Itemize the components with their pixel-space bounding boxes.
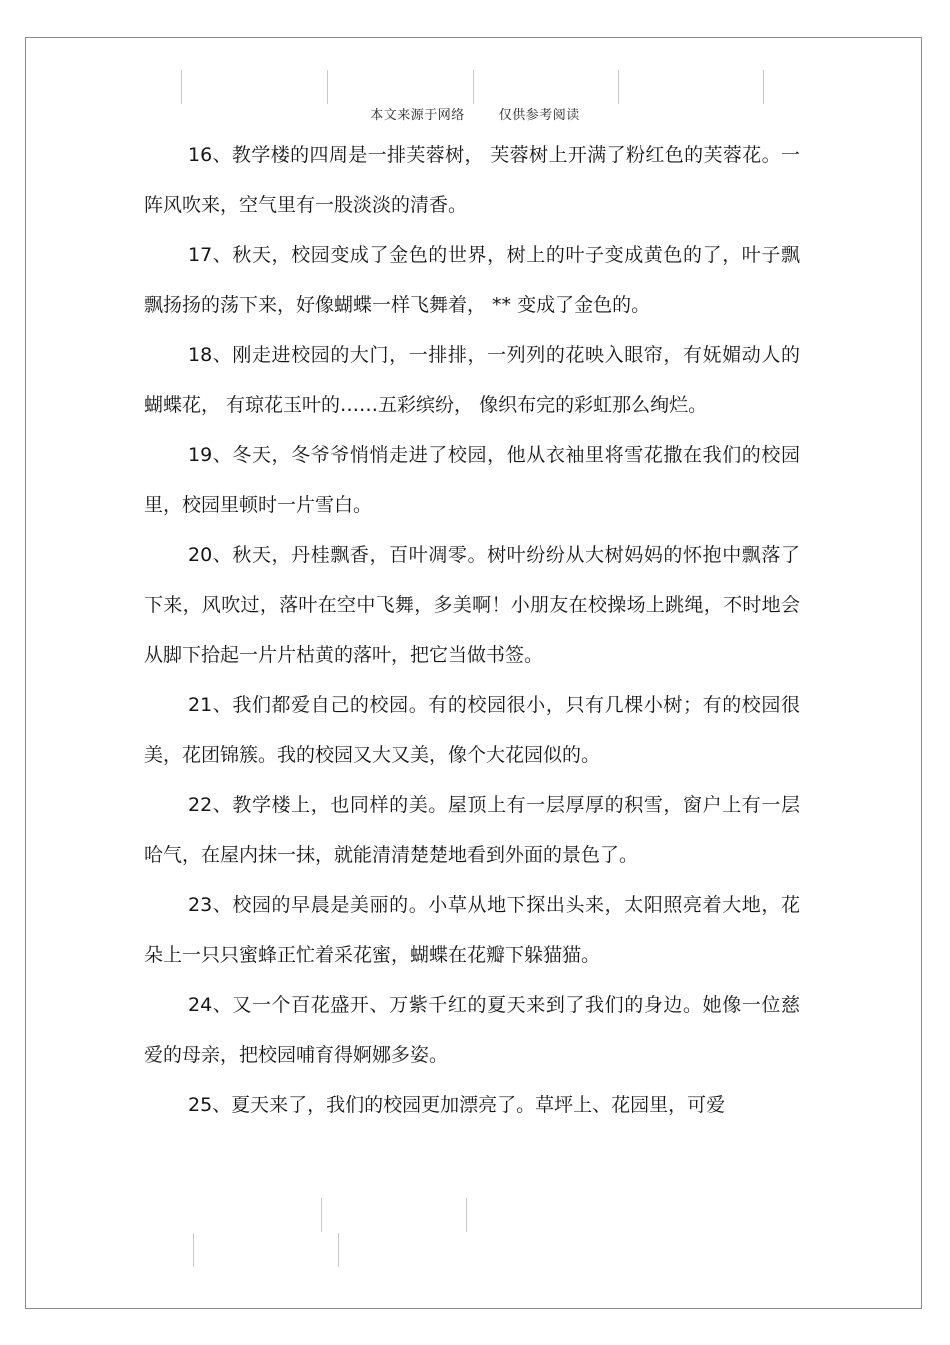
bottom-divider-tick: [338, 1233, 339, 1267]
paragraph: 17、秋天，校园变成了金色的世界，树上的叶子变成黄色的了，叶子飘飘扬扬的荡下来，好像蝴蝶一样飞舞着， ** 变成了金色的。: [144, 244, 800, 316]
paragraph: 21、我们都爱自己的校园。有的校园很小，只有几棵小树；有的校园很美，花团锦簇。我的校园又大又美，像个大花园似的。: [144, 694, 800, 766]
bottom-divider-tick: [321, 1198, 322, 1232]
top-divider-tick: [473, 70, 474, 104]
document-body: [144, 130, 800, 1130]
paragraph: 16、教学楼的四周是一排芙蓉树， 芙蓉树上开满了粉红色的芙蓉花。一阵风吹来，空气里有一股淡淡的清香。: [144, 144, 800, 216]
paragraph: 18、刚走进校园的大门，一排排，一列列的花映入眼帘，有妩媚动人的蝴蝶花， 有琼花玉叶的……五彩缤纷， 像织布完的彩虹那么绚烂。: [144, 344, 800, 416]
paragraph: 19、冬天，冬爷爷悄悄走进了校园，他从衣袖里将雪花撒在我们的校园里，校园里顿时一片雪白。: [144, 444, 800, 516]
paragraph: 24、又一个百花盛开、万紫千红的夏天来到了我们的身边。她像一位慈爱的母亲，把校园哺育得婀娜多姿。: [144, 994, 800, 1066]
paragraph: 22、教学楼上，也同样的美。屋顶上有一层厚厚的积雪，窗户上有一层哈气，在屋内抹一抹，就能清清楚楚地看到外面的景色了。: [144, 794, 800, 866]
reference-note: 仅供参考阅读: [498, 108, 580, 123]
paragraph: 20、秋天，丹桂飘香，百叶凋零。树叶纷纷从大树妈妈的怀抱中飘落了下来，风吹过，落叶在空中飞舞，多美啊！小朋友在校操场上跳绳，不时地会从脚下拾起一片片枯黄的落叶，把它当做书签。: [144, 544, 800, 666]
top-divider-tick: [181, 70, 182, 104]
paragraph: 23、校园的早晨是美丽的。小草从地下探出头来，太阳照亮着大地，花朵上一只只蜜蜂正忙着采花蜜，蝴蝶在花瓣下躲猫猫。: [144, 894, 800, 966]
top-divider-tick: [327, 70, 328, 104]
paragraph: 25、夏天来了，我们的校园更加漂亮了。草坪上、花园里，可爱: [188, 1094, 726, 1116]
top-divider-tick: [763, 70, 764, 104]
bottom-divider-tick: [193, 1233, 194, 1267]
page-header-note: [0, 104, 950, 123]
source-note: 本文来源于网络: [370, 108, 465, 123]
top-divider-tick: [618, 70, 619, 104]
bottom-divider-tick: [466, 1198, 467, 1232]
